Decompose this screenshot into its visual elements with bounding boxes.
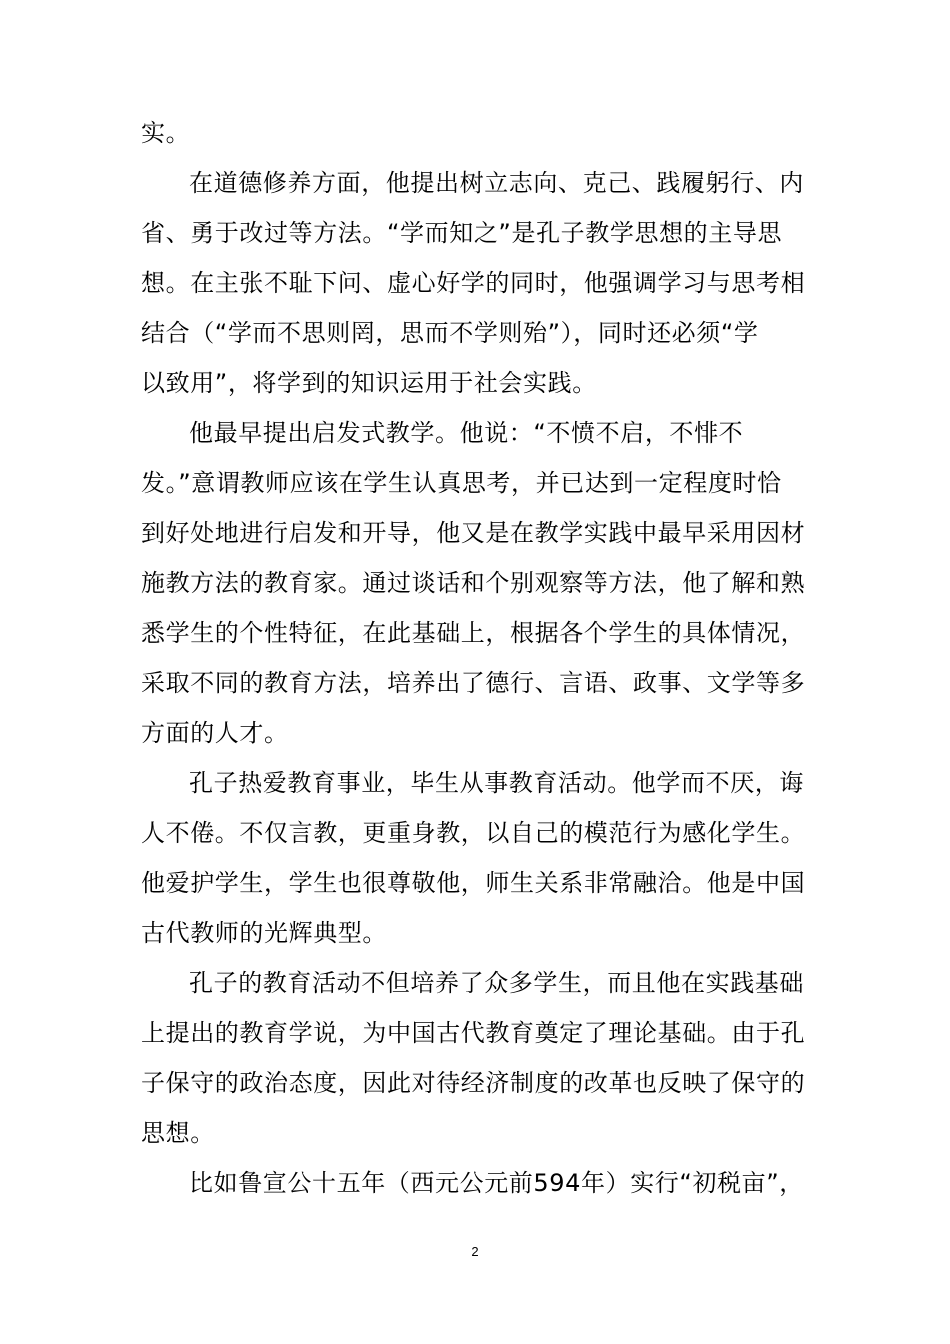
text-line: 思想。	[141, 1119, 215, 1147]
text-line: 实。	[141, 119, 191, 147]
text-line: 到好处地进行启发和开导，他又是在教学实践中最早采用因材	[141, 519, 806, 547]
paragraph-first-line: 他最早提出启发式教学。他说：“不愤不启，不悱不	[189, 419, 744, 447]
text-line: 方面的人才。	[141, 719, 289, 747]
text-line: 悉学生的个性特征，在此基础上，根据各个学生的具体情况，	[141, 619, 806, 647]
paragraph-first-line: 比如鲁宣公十五年（西元公元前594年）实行“初税亩”，	[189, 1169, 804, 1197]
paragraph-first-line: 在道德修养方面，他提出树立志向、克己、践履躬行、内	[189, 169, 804, 197]
text-line: 结合（“学而不思则罔，思而不学则殆”），同时还必须“学	[141, 319, 759, 347]
text-line: 子保守的政治态度，因此对待经济制度的改革也反映了保守的	[141, 1069, 806, 1097]
paragraph-first-line: 孔子热爱教育事业，毕生从事教育活动。他学而不厌，诲	[189, 769, 804, 797]
text-line: 上提出的教育学说，为中国古代教育奠定了理论基础。由于孔	[141, 1019, 806, 1047]
text-line: 他爱护学生，学生也很尊敬他，师生关系非常融洽。他是中国	[141, 869, 806, 897]
text-line: 发。”意谓教师应该在学生认真思考，并已达到一定程度时恰	[141, 469, 782, 497]
paragraph-first-line: 孔子的教育活动不但培养了众多学生，而且他在实践基础	[189, 969, 804, 997]
text-line: 人不倦。不仅言教，更重身教，以自己的模范行为感化学生。	[141, 819, 806, 847]
text-line: 施教方法的教育家。通过谈话和个别观察等方法，他了解和熟	[141, 569, 806, 597]
text-line: 想。在主张不耻下问、虚心好学的同时，他强调学习与思考相	[141, 269, 806, 297]
text-line: 采取不同的教育方法，培养出了德行、言语、政事、文学等多	[141, 669, 806, 697]
text-line: 以致用”，将学到的知识运用于社会实践。	[141, 369, 597, 397]
page-number: 2	[471, 1244, 479, 1259]
text-line: 省、勇于改过等方法。“学而知之”是孔子教学思想的主导思	[141, 219, 783, 247]
text-line: 古代教师的光辉典型。	[141, 919, 387, 947]
